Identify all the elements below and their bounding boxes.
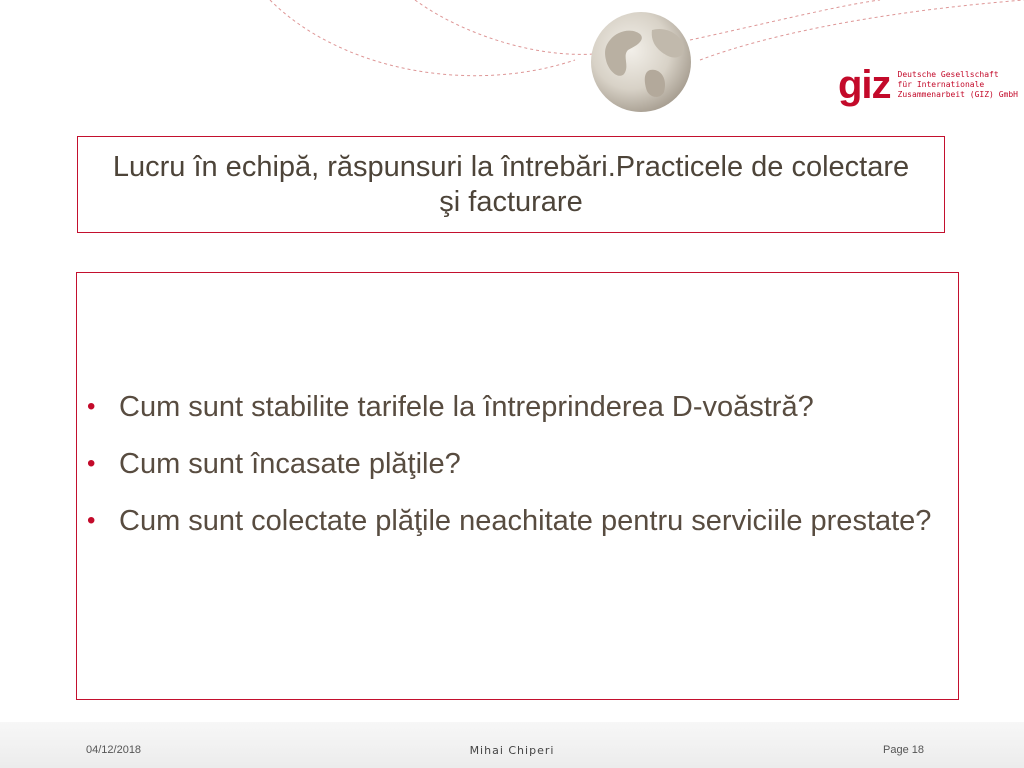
footer-page-number: Page 18 (883, 744, 924, 756)
giz-logo-mark: giz (838, 63, 891, 107)
giz-logo-text (898, 70, 1018, 100)
globe-icon (591, 12, 691, 112)
footer-author: Mihai Chiperi (469, 744, 555, 757)
logo-line-3: Zusammenarbeit (GIZ) GmbH (897, 90, 1018, 99)
bullet-text: Cum sunt colectate plăţile neachitate pentru serviciile prestate? (119, 505, 932, 537)
bullet-item (87, 503, 947, 539)
bullet-text: Cum sunt stabilite tarifele la întreprinderea D-voăstră? (119, 391, 814, 423)
bullet-icon: • (87, 393, 96, 420)
giz-logo (838, 62, 1018, 108)
bullet-list (87, 389, 947, 560)
logo-line-1: Deutsche Gesellschaft (897, 70, 999, 79)
slide-title: Lucru în echipă, răspunsuri la întrebări.Practicele de colectare şi facturare (112, 150, 910, 218)
bullet-item (87, 446, 947, 482)
footer-date: 04/12/2018 (86, 744, 142, 756)
bullet-icon: • (87, 450, 96, 477)
content-box (76, 272, 959, 700)
bullet-icon: • (87, 507, 96, 534)
bullet-text: Cum sunt încasate plăţile? (119, 448, 461, 480)
bullet-item (87, 389, 947, 425)
slide-title-box (77, 136, 945, 233)
logo-line-2: für Internationale (897, 80, 985, 89)
